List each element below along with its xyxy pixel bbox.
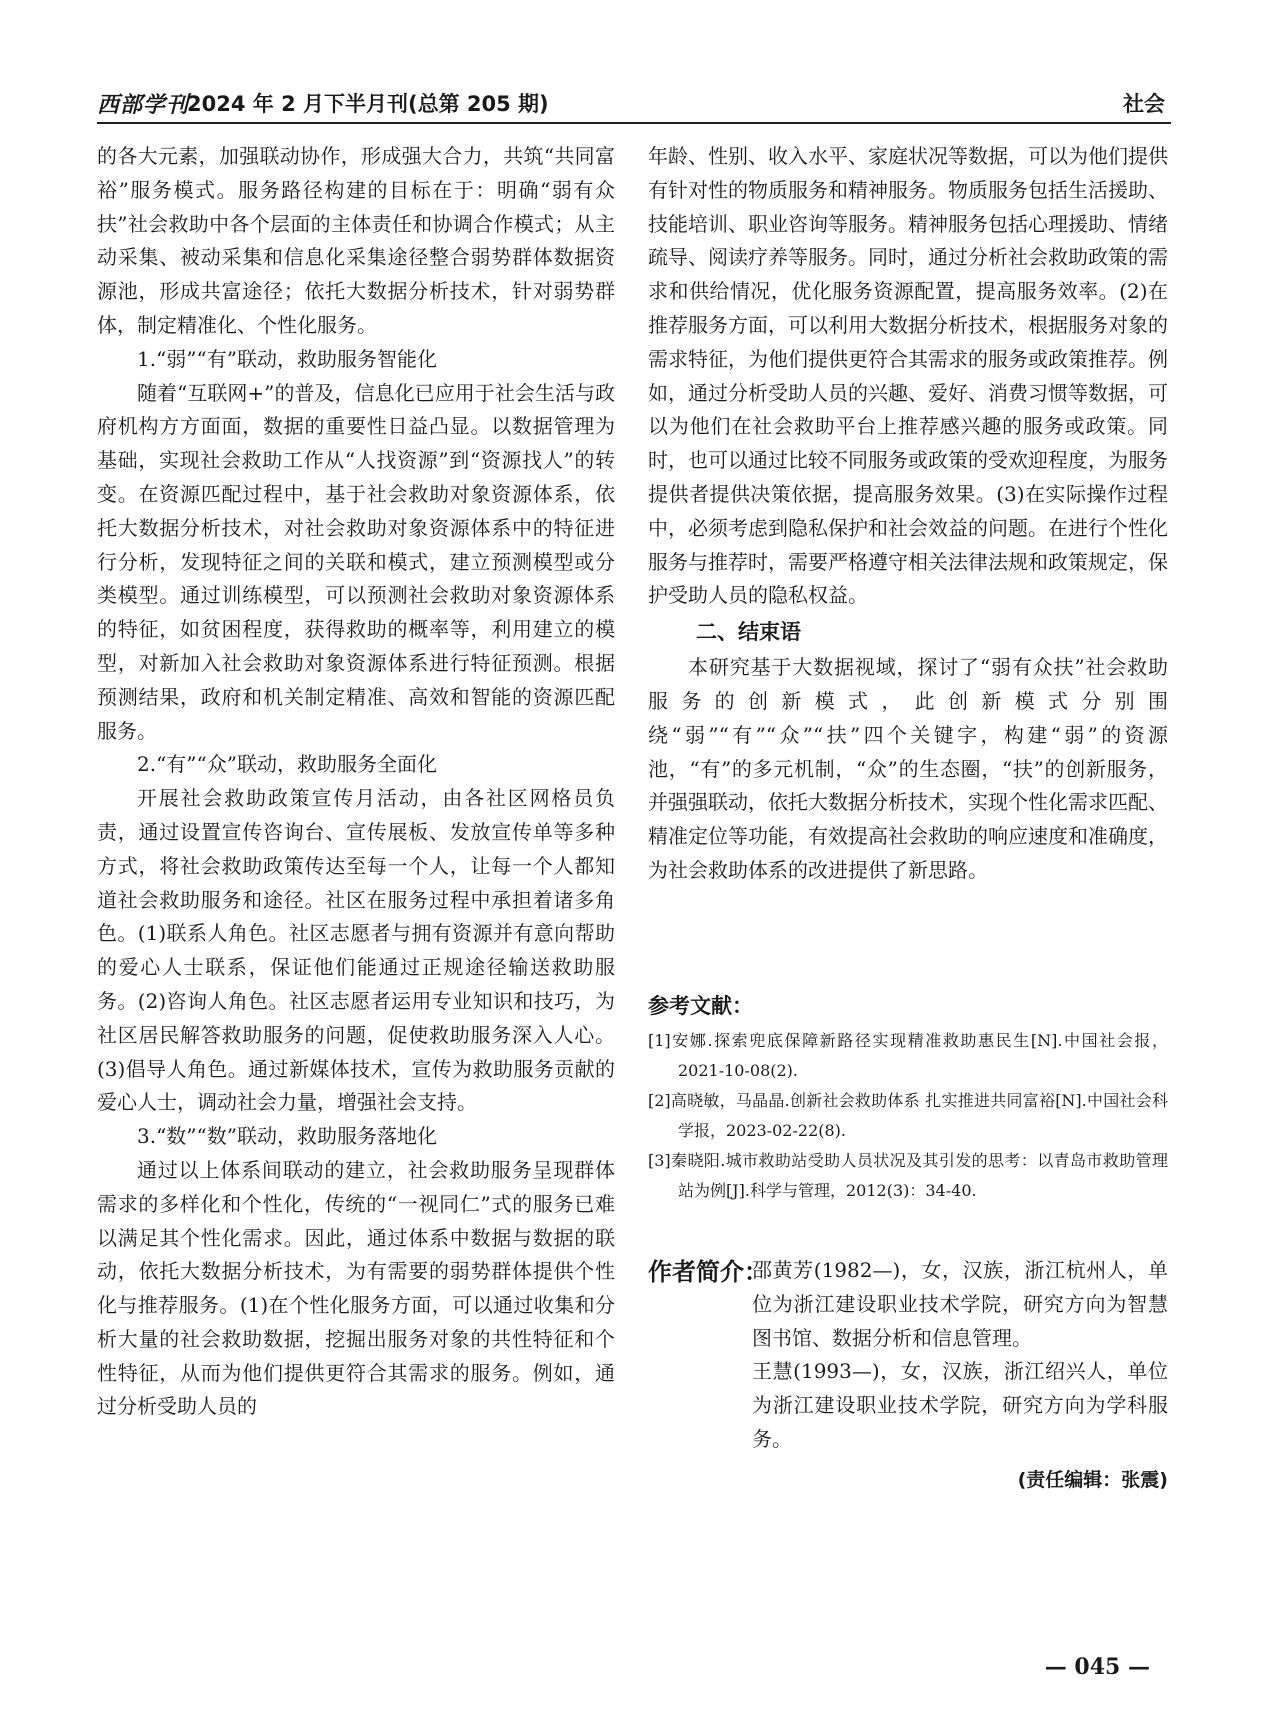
subsection-heading: 3.“数”“数”联动，救助服务落地化 (137, 1124, 437, 1149)
section-heading: 二、结束语 (696, 620, 801, 645)
right-column (648, 140, 1168, 888)
section-label: 社会 (1123, 92, 1165, 116)
paragraph: 的各大元素，加强联动协作，形成强大合力，共筑“共同富裕”服务模式。服务路径构建的目标在于：明确“弱有众扶”社会救助中各个层面的主体责任和协调合作模式；从主动采集、被动采集和信息化采集途径整合弱势群体数据资源池，形成共富途径；依托大数据分析技术，针对弱势群体，制定精准化、个性化服务。 (97, 144, 615, 337)
paragraph: 通过以上体系间联动的建立，社会救助服务呈现群体需求的多样化和个性化，传统的“一视同仁”式的服务已难以满足其个性化需求。因此，通过体系中数据与数据的联动，依托大数据分析技术，为有需要的弱势群体提供个性化与推荐服务。(1)在个性化服务方面，可以通过收集和分析大量的社会救助数据，挖掘出服务对象的共性特征和个性特征，从而为他们提供更符合其需求的服务。例如，通过分析受助人员的 (97, 1157, 615, 1419)
references-title: 参考文献： (648, 994, 753, 1018)
author-entry: 王慧(1993—)，女，汉族，浙江绍兴人，单位为浙江建设职业技术学院，研究方向为学科服务。 (752, 1359, 1168, 1451)
paragraph: 随着“互联网+”的普及，信息化已应用于社会生活与政府机构方方面面，数据的重要性日益凸显。以数据管理为基础，实现社会救助工作从“人找资源”到“资源找人”的转变。在资源匹配过程中，基于社会救助对象资源体系，依托大数据分析技术，对社会救助对象资源体系中的特征进行分析，发现特征之间的关联和模式，建立预测模型或分类模型。通过训练模型，可以预测社会救助对象资源体系的特征，如贫困程度，获得救助的概率等，利用建立的模型，对新加入社会救助对象资源体系进行特征预测。根据预测结果，政府和机关制定精准、高效和智能的资源匹配服务。 (97, 380, 615, 743)
paragraph: 本研究基于大数据视域，探讨了“弱有众扶”社会救助服务的创新模式，此创新模式分别围绕“弱”“有”“众”“扶”四个关键字，构建“弱”的资源池，“有”的多元机制，“众”的生态圈，“扶”的创新服务，并强强联动，依托大数据分析技术，实现个性化需求匹配、精准定位等功能，有效提高社会救助的响应速度和准确度，为社会救助体系的改进提供了新思路。 (648, 655, 1168, 882)
reference-item: [1]安娜.探索兜底保障新路径实现精准救助惠民生[N].中国社会报，2021-10-08(2). (648, 1031, 1168, 1080)
author-bio-label: 作者简介： (648, 1258, 768, 1286)
author-bio-text (752, 1254, 1168, 1457)
paragraph: 开展社会救助政策宣传月活动，由各社区网格员负责，通过设置宣传咨询台、宣传展板、发放宣传单等多种方式，将社会救助政策传达至每一个人，让每一个人都知道社会救助服务和途径。社区在服务过程中承担着诸多角色。(1)联系人角色。社区志愿者与拥有资源并有意向帮助的爱心人士联系，保证他们能通过正规途径输送救助服务。(2)咨询人角色。社区志愿者运用专业知识和技巧，为社区居民解答救助服务的问题，促使救助服务深入人心。(3)倡导人角色。通过新媒体技术，宣传为救助服务贡献的爱心人士，调动社会力量，增强社会支持。 (97, 786, 615, 1115)
subsection-heading: 2.“有”“众”联动，救助服务全面化 (137, 752, 437, 777)
reference-item: [2]高晓敏，马晶晶.创新社会救助体系 扎实推进共同富裕[N].中国社会科学报，2023-02-22(8). (648, 1091, 1168, 1140)
page-number: — 045 — (1044, 1654, 1150, 1680)
responsible-editor: (责任编辑：张震) (1017, 1469, 1168, 1491)
references (648, 990, 1168, 1206)
page-header (97, 86, 1171, 128)
journal-logo: 西部学刊 (97, 92, 190, 118)
header-rule (97, 122, 1171, 124)
left-column (97, 140, 615, 1424)
subsection-heading: 1.“弱”“有”联动，救助服务智能化 (137, 346, 437, 371)
issue-info: 2024 年 2 月下半月刊(总第 205 期) (187, 92, 549, 116)
paragraph: 年龄、性别、收入水平、家庭状况等数据，可以为他们提供有针对性的物质服务和精神服务。物质服务包括生活援助、技能培训、职业咨询等服务。精神服务包括心理援助、情绪疏导、阅读疗养等服务。同时，通过分析社会救助政策的需求和供给情况，优化服务资源配置，提高服务效率。(2)在推荐服务方面，可以利用大数据分析技术，根据服务对象的需求特征，为他们提供更符合其需求的服务或政策推荐。例如，通过分析受助人员的兴趣、爱好、消费习惯等数据，可以为他们在社会救助平台上推荐感兴趣的服务或政策。同时，也可以通过比较不同服务或政策的受欢迎程度，为服务提供者提供决策依据，提高服务效果。(3)在实际操作过程中，必须考虑到隐私保护和社会效益的问题。在进行个性化服务与推荐时，需要严格遵守相关法律法规和政策规定，保护受助人员的隐私权益。 (648, 144, 1168, 608)
reference-item: [3]秦晓阳.城市救助站受助人员状况及其引发的思考：以青岛市救助管理站为例[J].科学与管理，2012(3)：34-40. (648, 1151, 1168, 1200)
author-entry: 邵黄芳(1982—)，女，汉族，浙江杭州人，单位为浙江建设职业技术学院，研究方向为智慧图书馆、数据分析和信息管理。 (752, 1258, 1168, 1350)
